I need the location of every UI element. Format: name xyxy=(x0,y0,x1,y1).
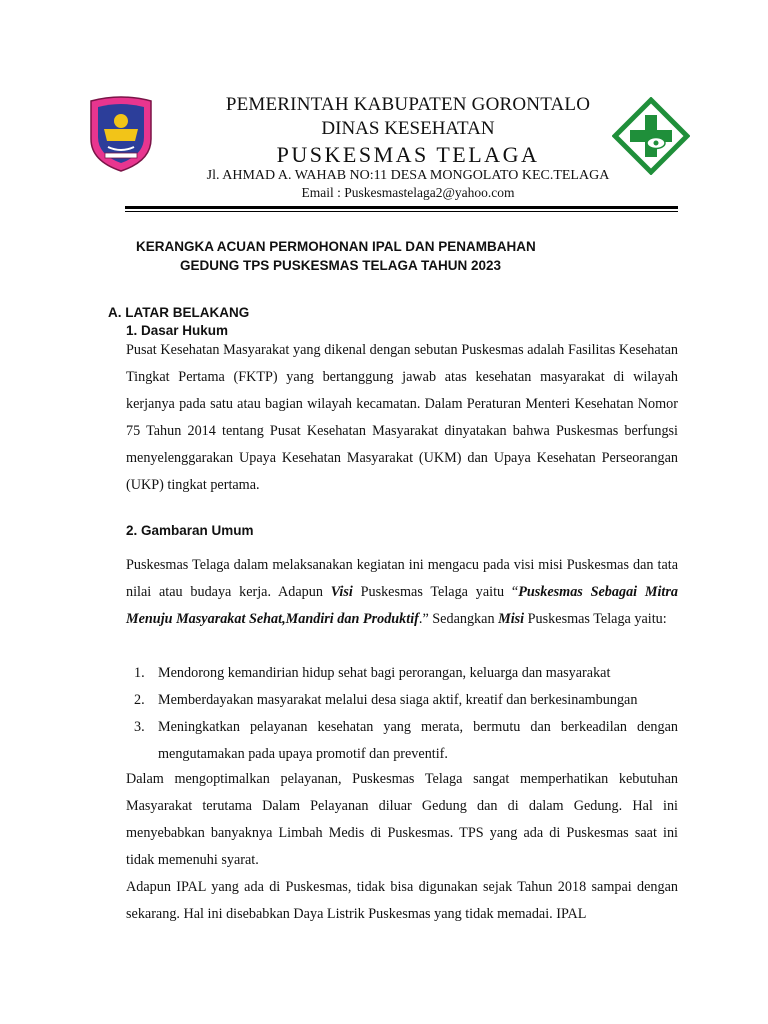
list-number: 1. xyxy=(134,665,145,681)
vision-statement: Puskesmas Sebagai Mitra Menuju Masyarakat Sehat,Mandiri dan Produktif xyxy=(126,584,678,627)
regency-crest-icon xyxy=(88,95,154,173)
list-item xyxy=(126,660,678,687)
puskesmas-cross-icon xyxy=(612,97,690,175)
letterhead-rule xyxy=(125,206,678,209)
list-item-text: Memberdayakan masyarakat melalui desa siaga aktif, kreatif dan berkesinambungan xyxy=(158,692,638,708)
text-run: .” Sedangkan xyxy=(418,611,499,627)
list-item xyxy=(126,714,678,768)
visi-label: Visi xyxy=(330,584,353,600)
document-title-line2: GEDUNG TPS PUSKESMAS TELAGA TAHUN 2023 xyxy=(180,258,502,273)
letterhead-puskesmas-name: PUSKESMAS TELAGA xyxy=(276,142,540,167)
list-item-text: Meningkatkan pelayanan kesehatan yang merata, bermutu dan berkeadilan dengan mengutamakan pada upaya promotif dan preventif. xyxy=(158,719,678,762)
subheading-dasar-hukum: 1. Dasar Hukum xyxy=(126,323,229,338)
list-item-text: Mendorong kemandirian hidup sehat bagi perorangan, keluarga dan masyarakat xyxy=(158,665,611,681)
subheading-gambaran-umum: 2. Gambaran Umum xyxy=(126,523,254,538)
misi-label: Misi xyxy=(498,611,525,627)
paragraph-limbah-medis: Dalam mengoptimalkan pelayanan, Puskesmas Telaga sangat memperhatikan kebutuhan Masyarakat terutama Dalam Pelayanan diluar Gedung dan di dalam Gedung. Hal ini menyebabkan banyaknya Limbah Medis di Puskesmas. TPS yang ada di Puskesmas saat ini tidak memenuhi syarat. xyxy=(126,771,678,868)
list-number: 2. xyxy=(134,692,145,708)
mission-list xyxy=(126,660,678,768)
letterhead-department: DINAS KESEHATAN xyxy=(321,118,495,139)
document-title-line1: KERANGKA ACUAN PERMOHONAN IPAL DAN PENAMBAHAN xyxy=(136,239,536,254)
letterhead-rule-thin xyxy=(125,211,678,212)
paragraph-dasar-hukum: Pusat Kesehatan Masyarakat yang dikenal dengan sebutan Puskesmas adalah Fasilitas Kesehatan Tingkat Pertama (FKTP) yang bertanggung jawab atas kesehatan masyarakat di wilayah kerjanya pada satu atau bagian wilayah kecamatan. Dalam Peraturan Menteri Kesehatan Nomor 75 Tahun 2014 tentang Pusat Kesehatan Masyarakat dinyatakan bahwa Puskesmas berfungsi menyelenggarakan Upaya Kesehatan Masyarakat (UKM) dan Upaya Kesehatan Perseorangan (UKP) tingkat pertama. xyxy=(126,342,678,493)
paragraph-ipal: Adapun IPAL yang ada di Puskesmas, tidak bisa digunakan sejak Tahun 2018 sampai dengan sekarang. Hal ini disebabkan Daya Listrik Puskesmas yang tidak memadai. IPAL xyxy=(126,879,678,922)
text-run: Puskesmas Telaga yaitu: xyxy=(524,611,667,627)
list-item xyxy=(126,687,678,714)
letterhead-government: PEMERINTAH KABUPATEN GORONTALO xyxy=(225,94,591,115)
text-run: Puskesmas Telaga yaitu “ xyxy=(352,584,519,600)
letterhead-address: Jl. AHMAD A. WAHAB NO:11 DESA MONGOLATO KEC.TELAGA xyxy=(206,168,610,183)
text-run: Puskesmas Telaga dalam melaksanakan kegiatan ini mengacu pada visi misi Puskesmas dan tata nilai atau budaya kerja. Adapun xyxy=(126,557,678,600)
paragraph-gambaran-umum xyxy=(126,552,678,633)
section-heading-latar-belakang: A. LATAR BELAKANG xyxy=(108,305,250,320)
list-number: 3. xyxy=(134,719,145,735)
letterhead-email: Email : Puskesmastelaga2@yahoo.com xyxy=(301,185,515,200)
